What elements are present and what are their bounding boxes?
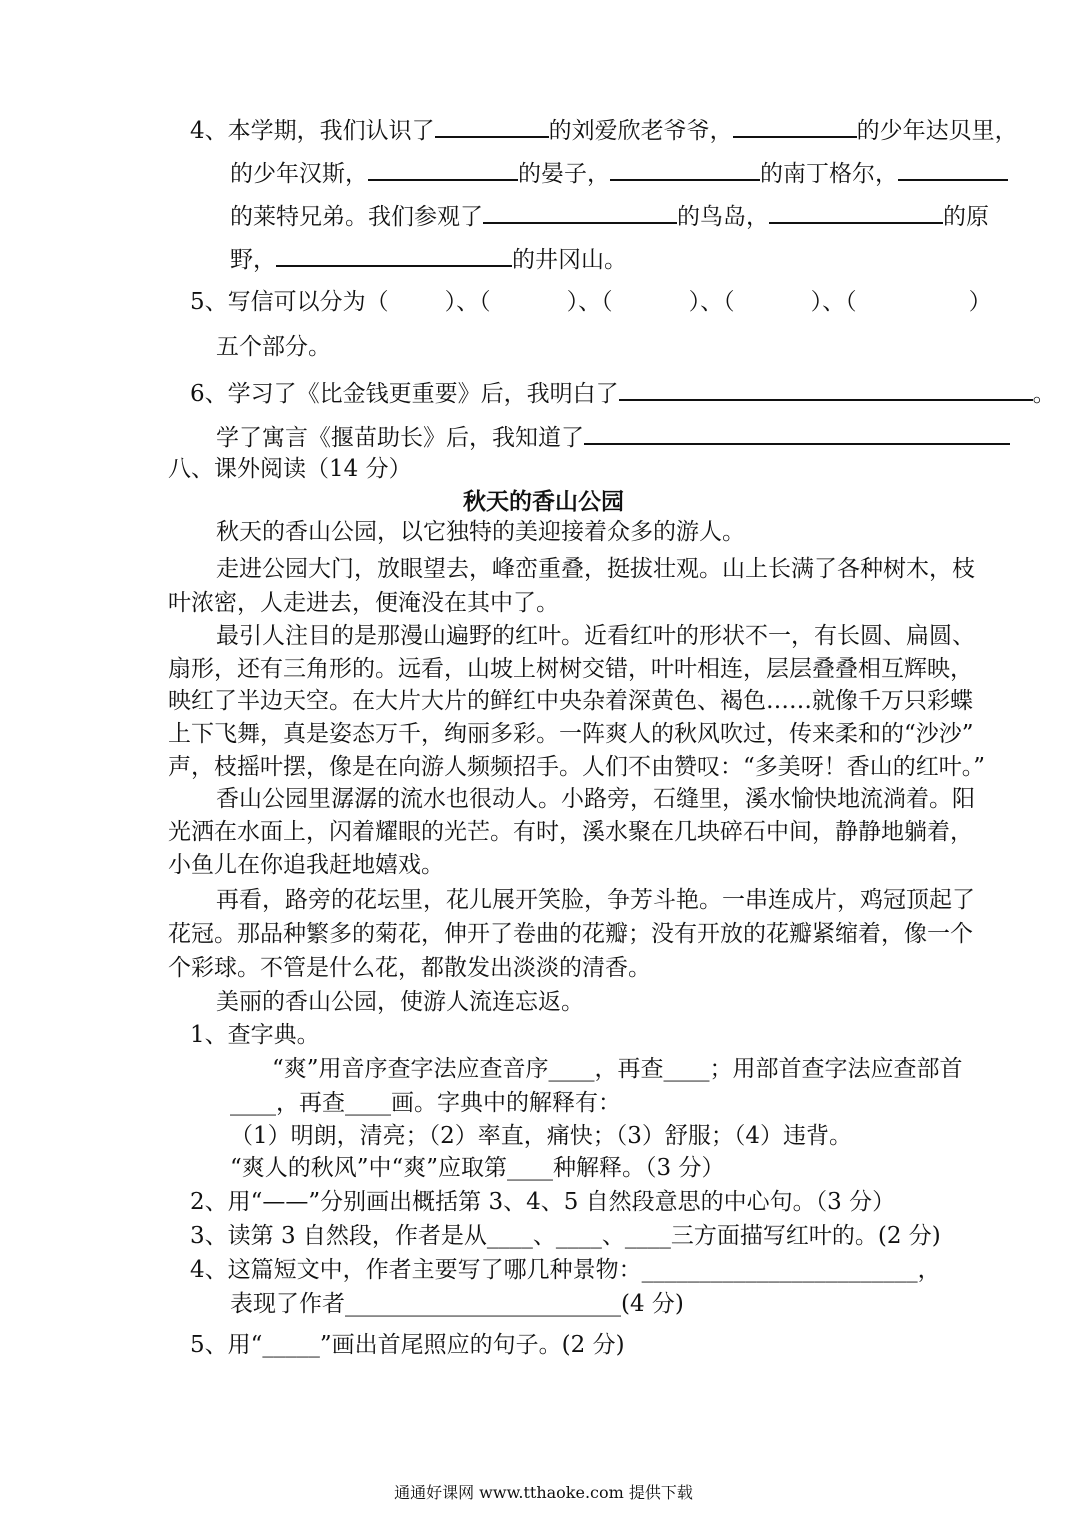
passage-line: 映红了半边天空。在大片大片的鲜红中央杂着深黄色、褐色……就像千万只彩蝶 — [168, 688, 973, 714]
fill-blank[interactable] — [769, 200, 943, 224]
reading-question: 2、用“——”分别画出概括第 3、4、5 自然段意思的中心句。（3 分） — [190, 1189, 896, 1215]
fill-blank[interactable] — [584, 421, 1010, 445]
q5-line-2: 五个部分。 — [216, 334, 331, 360]
fill-blank[interactable] — [619, 377, 1033, 401]
passage-line: 个彩球。不管是什么花，都散发出淡淡的清香。 — [168, 955, 651, 981]
text: 4、本学期，我们认识了 — [190, 118, 435, 144]
text: 的少年达贝里， — [856, 118, 1018, 144]
section-heading: 八、课外阅读（14 分） — [168, 456, 412, 482]
reading-question: 4、这篇短文中，作者主要写了哪几种景物：________________________， — [190, 1257, 941, 1283]
reading-question: ____，再查____画。字典中的解释有： — [230, 1090, 621, 1116]
passage-line: 香山公园里潺潺的流水也很动人。小路旁，石缝里，溪水愉快地流淌着。阳 — [216, 786, 975, 812]
q6-line-2 — [216, 421, 1010, 453]
q4-line-3 — [230, 200, 989, 232]
passage-line: 再看，路旁的花坛里，花儿展开笑脸，争芳斗艳。一串连成片，鸡冠顶起了 — [216, 887, 975, 913]
passage-line: 声，枝摇叶摆，像是在向游人频频招手。人们不由赞叹：“多美呀！香山的红叶。” — [168, 754, 986, 780]
text: 的莱特兄弟。我们参观了 — [230, 204, 483, 230]
text: 学了寓言《揠苗助长》后，我知道了 — [216, 425, 584, 451]
text: 的南丁格尔， — [760, 161, 898, 187]
reading-question: 5、用“_____”画出首尾照应的句子。(2 分) — [190, 1332, 625, 1358]
passage-line: 美丽的香山公园，使游人流连忘返。 — [216, 989, 584, 1015]
text: 的原 — [943, 204, 989, 230]
text: 6、学习了《比金钱更重要》后，我明白了 — [190, 381, 619, 407]
fill-blank[interactable] — [898, 157, 1008, 181]
passage-line: 走进公园大门，放眼望去，峰峦重叠，挺拔壮观。山上长满了各种树木，枝 — [216, 556, 975, 582]
reading-question: “爽”用音序查字法应查音序____，再查____；用部首查字法应查部首 — [272, 1056, 963, 1082]
passage-line: 小鱼儿在你追我赶地嬉戏。 — [168, 852, 444, 878]
reading-question: （1）明朗，清亮；（2）率直，痛快；（3）舒服；（4）违背。 — [230, 1123, 853, 1149]
reading-question: 3、读第 3 自然段，作者是从____、____、____三方面描写红叶的。(2 分) — [190, 1223, 941, 1249]
text: 的晏子， — [518, 161, 610, 187]
fill-blank[interactable] — [368, 157, 518, 181]
reading-question: 1、查字典。 — [190, 1022, 320, 1048]
q6-line-1 — [190, 377, 1056, 409]
passage-line: 叶浓密，人走进去，便淹没在其中了。 — [168, 590, 559, 616]
q4-line-2 — [230, 157, 1008, 189]
passage-line: 秋天的香山公园，以它独特的美迎接着众多的游人。 — [216, 519, 745, 545]
text: 5、写信可以分为（ — [190, 289, 389, 315]
passage-line: 扇形，还有三角形的。远看，山坡上树树交错，叶叶相连，层层叠叠相互辉映， — [168, 656, 973, 682]
passage-line: 上下飞舞，真是姿态万千，绚丽多彩。一阵爽人的秋风吹过，传来柔和的“沙沙” — [168, 721, 974, 747]
reading-question: 表现了作者________________________(4 分) — [230, 1291, 684, 1317]
text: ）、（ — [444, 289, 491, 315]
text: ） — [968, 289, 992, 315]
fill-blank[interactable] — [483, 200, 677, 224]
text: 野， — [230, 247, 276, 273]
text: 。 — [1032, 381, 1056, 407]
fill-blank[interactable] — [435, 114, 549, 138]
text: ）、（ — [810, 289, 857, 315]
text: ）、（ — [566, 289, 613, 315]
text: 的鸟岛， — [677, 204, 769, 230]
text: 的少年汉斯， — [230, 161, 368, 187]
passage-title: 秋天的香山公园 — [463, 489, 624, 515]
fill-blank[interactable] — [610, 157, 760, 181]
fill-blank[interactable] — [733, 114, 857, 138]
footer-credit: 通通好课网 www.tthaoke.com 提供下载 — [394, 1483, 693, 1502]
passage-line: 光洒在水面上，闪着耀眼的光芒。有时，溪水聚在几块碎石中间，静静地躺着， — [168, 819, 973, 845]
fill-blank[interactable] — [276, 243, 512, 267]
q4-line-4 — [230, 243, 627, 275]
reading-question: “爽人的秋风”中“爽”应取第____种解释。（3 分） — [230, 1155, 725, 1181]
text: ）、（ — [688, 289, 735, 315]
q4-line-1 — [190, 114, 1018, 146]
passage-line: 最引人注目的是那漫山遍野的红叶。近看红叶的形状不一，有长圆、扁圆、 — [216, 623, 975, 649]
q5-line-1 — [190, 287, 992, 317]
passage-line: 花冠。那品种繁多的菊花，伸开了卷曲的花瓣；没有开放的花瓣紧缩着，像一个 — [168, 921, 973, 947]
text: 的刘爱欣老爷爷， — [548, 118, 733, 144]
text: 的井冈山。 — [512, 247, 627, 273]
